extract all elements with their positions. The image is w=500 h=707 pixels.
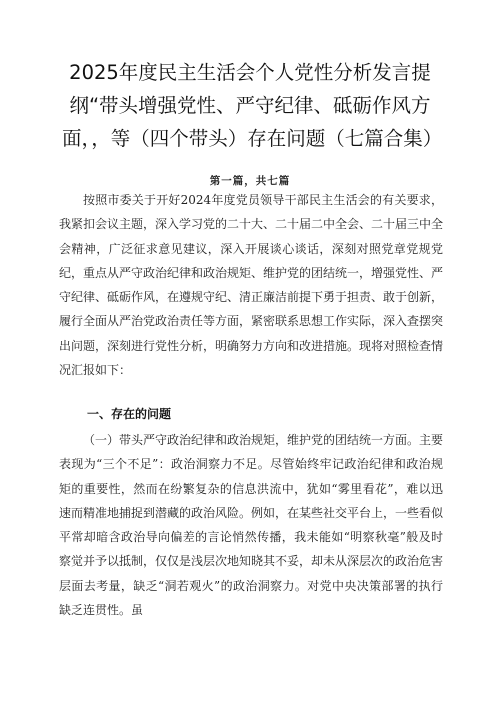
intro-paragraph: 按照市委关于开好2024年度党员领导干部民主生活会的有关要求，我紧扣会议主题，深入学习党的二十大、二十届二中全会、二十届三中全会精神，广泛征求意见建议，深入开展谈心谈话，深刻对照党章党规党纪，重点从严守政治纪律和政治规矩、维护党的团结统一，增强党性、严守纪律、砥砺作风，在遵规守纪、清正廉洁前提下勇于担责、敢于创新，履行全面从严治党政治责任等方面，紧密联系思想工作实际，深入查摆突出问题，深刻进行党性分析，明确努力方向和改进措施。现将对照检查情况汇报如下：	[59, 193, 444, 378]
body-paragraph: （一）带头严守政治纪律和政治规矩，维护党的团结统一方面。主要表现为“三个不足”：政治洞察力不足。尽管始终牢记政治纪律和政治规矩的重要性，然而在纷繁复杂的信息洪流中，犹如“雾里看花”，难以迅速而精准地捕捉到潜藏的政治风险。例如，在某些社交平台上，一些看似平常却暗含政治导向偏差的言论悄然传播，我未能如“明察秋毫”般及时察觉并予以抵制，仅仅是浅层次地知晓其不妥，却未从深层次的政治危害层面去考量，缺乏“洞若观火”的政治洞察力。对党中央决策部署的执行缺乏连贯性。虽	[59, 433, 444, 618]
document-subtitle: 第一篇，共七篇	[209, 175, 291, 187]
document-title: 2025年度民主生活会个人党性分析发言提纲“带头增强党性、严守纪律、砥砺作风方面，，等（四个带头）存在问题（七篇合集）	[62, 61, 443, 150]
section-heading: 一、存在的问题	[87, 407, 172, 421]
